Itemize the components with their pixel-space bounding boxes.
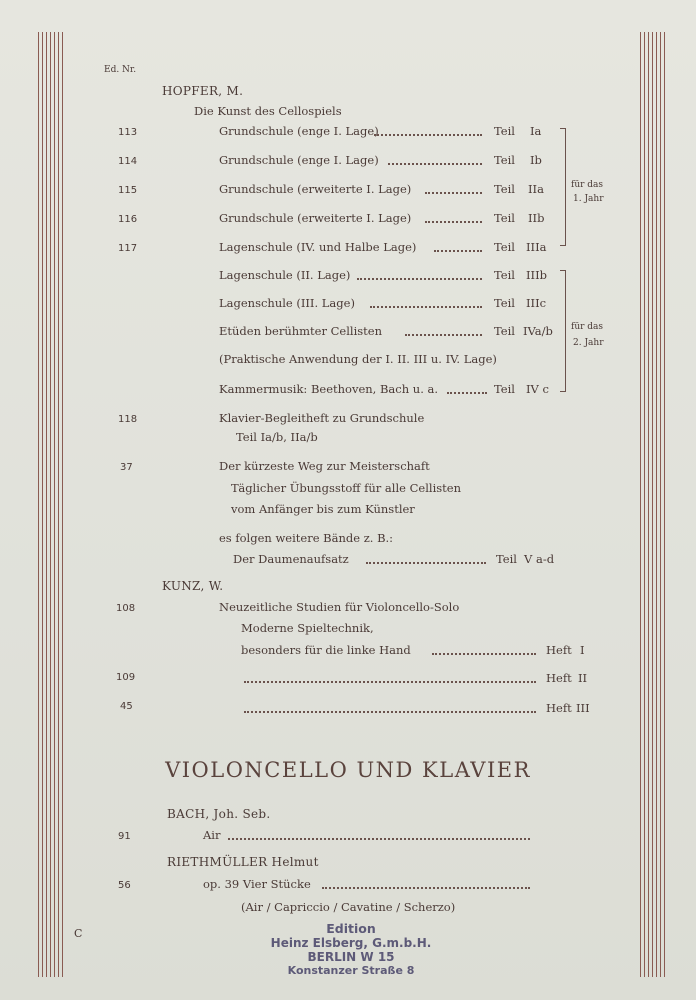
row-title: Grundschule (erweiterte I. Lage) (219, 182, 412, 196)
bracket-label: für das (571, 322, 604, 332)
row-teil: Teil (494, 124, 515, 138)
edition-number: 45 (120, 701, 133, 712)
kunz-line2: Moderne Spieltechnik, (241, 621, 374, 635)
border-line-right (652, 32, 653, 977)
weg-line2: Täglicher Übungsstoff für alle Cellisten (231, 481, 461, 495)
row-part: IIIb (526, 268, 547, 282)
heft-label: Heft (546, 643, 572, 657)
row-teil: Teil (494, 268, 515, 282)
publisher-stamp (266, 922, 436, 978)
folgen-line1: es folgen weitere Bände z. B.: (219, 531, 394, 545)
leader-dots (322, 887, 530, 889)
edition-number: 56 (118, 880, 131, 891)
edition-number: 116 (118, 214, 138, 225)
author-hopfer: HOPFER, M. (162, 84, 244, 98)
border-line-right (648, 32, 649, 977)
edition-number: 115 (118, 185, 138, 196)
border-line-left (42, 32, 43, 977)
work-title: Die Kunst des Cellospiels (194, 104, 342, 118)
stamp-line: Heinz Elsberg, G.m.b.H. (270, 936, 432, 950)
row-teil: Teil (494, 153, 515, 167)
heft-number: III (576, 701, 590, 715)
border-line-left (58, 32, 59, 977)
leader-dots (228, 838, 530, 840)
border-line-left (38, 32, 39, 977)
border-line-right (660, 32, 661, 977)
border-line-right (656, 32, 657, 977)
leader-dots (244, 681, 536, 683)
leader-dots (244, 711, 536, 713)
klavier-line1: Klavier-Begleitheft zu Grundschule (219, 411, 425, 425)
leader-dots (388, 163, 482, 165)
stamp-line: BERLIN W 15 (307, 950, 395, 964)
bracket-label: 1. Jahr (573, 194, 604, 204)
author-riethmueller: RIETHMÜLLER Helmut (167, 855, 319, 869)
footer-letter: C (74, 927, 83, 940)
leader-dots (374, 134, 482, 136)
kunz-line1: Neuzeitliche Studien für Violoncello-Solo (219, 600, 460, 614)
leader-dots (434, 250, 482, 252)
leader-dots (432, 653, 536, 655)
heft-label: Heft (546, 701, 572, 715)
row-teil: Teil (494, 182, 515, 196)
heft-label: Heft (546, 671, 572, 685)
author-bach: BACH, Joh. Seb. (167, 807, 271, 821)
bracket-label: 2. Jahr (573, 338, 604, 348)
leader-dots (357, 278, 482, 280)
section-title: VIOLONCELLO UND KLAVIER (165, 758, 531, 782)
folgen-line2: Der Daumenaufsatz (233, 552, 349, 566)
row-part: IV c (526, 382, 549, 396)
edition-number: 109 (116, 672, 136, 683)
kunz-line3: besonders für die linke Hand (241, 643, 411, 657)
row-title: Lagenschule (III. Lage) (219, 296, 355, 310)
row-title: Grundschule (enge I. Lage) (219, 153, 379, 167)
row-part: Ib (530, 153, 542, 167)
stamp-line: Edition (326, 921, 376, 936)
riet-detail: (Air / Capriccio / Cavatine / Scherzo) (241, 900, 456, 914)
row-teil: Teil (494, 382, 515, 396)
row-part: Ia (530, 124, 542, 138)
row-title: Kammermusik: Beethoven, Bach u. a. (219, 382, 439, 396)
row-part: IIIc (526, 296, 547, 310)
border-line-left (50, 32, 51, 977)
weg-line3: vom Anfänger bis zum Künstler (231, 502, 415, 516)
row-part: IIa (528, 182, 544, 196)
row-teil: Teil (494, 296, 515, 310)
klavier-line2: Teil Ia/b, IIa/b (236, 430, 318, 444)
row-teil: Teil (494, 211, 515, 225)
leader-dots (405, 334, 482, 336)
weg-line1: Der kürzeste Weg zur Meisterschaft (219, 459, 430, 473)
leader-dots (370, 306, 482, 308)
heft-number: I (580, 643, 585, 657)
ed-nr-label: Ed. Nr. (104, 65, 137, 75)
border-line-right (644, 32, 645, 977)
edition-number: 37 (120, 462, 133, 473)
author-kunz: KUNZ, W. (162, 579, 224, 593)
border-line-left (62, 32, 63, 977)
row-title: Etüden berühmter Cellisten (219, 324, 382, 338)
row-title: Lagenschule (IV. und Halbe Lage) (219, 240, 417, 254)
riet-work: op. 39 Vier Stücke (203, 877, 311, 891)
stamp-line: Konstanzer Straße 8 (287, 964, 415, 977)
leader-dots (425, 221, 482, 223)
row-teil: Teil (494, 240, 515, 254)
edition-number: 114 (118, 156, 138, 167)
row-teil: Teil (494, 324, 515, 338)
edition-number: 113 (118, 127, 138, 138)
heft-number: II (578, 671, 588, 685)
leader-dots (366, 562, 486, 564)
bach-work: Air (203, 828, 221, 842)
row-part: IIb (528, 211, 545, 225)
border-line-right (640, 32, 641, 977)
row-title: (Praktische Anwendung der I. II. III u. IV. Lage) (219, 352, 497, 366)
row-part: IIIa (526, 240, 547, 254)
border-line-left (46, 32, 47, 977)
folgen-teil: Teil (496, 552, 517, 566)
bracket-year-2 (560, 270, 566, 392)
edition-number: 117 (118, 243, 138, 254)
edition-number: 108 (116, 603, 136, 614)
row-part: IVa/b (523, 324, 553, 338)
bracket-label: für das (571, 180, 604, 190)
edition-number: 91 (118, 831, 131, 842)
border-line-right (664, 32, 665, 977)
bracket-year-1 (560, 128, 566, 246)
border-line-left (54, 32, 55, 977)
leader-dots (447, 392, 487, 394)
edition-number: 118 (118, 414, 138, 425)
leader-dots (425, 192, 482, 194)
row-title: Lagenschule (II. Lage) (219, 268, 351, 282)
folgen-part: V a-d (524, 552, 555, 566)
row-title: Grundschule (enge I. Lage) (219, 124, 379, 138)
row-title: Grundschule (erweiterte I. Lage) (219, 211, 412, 225)
